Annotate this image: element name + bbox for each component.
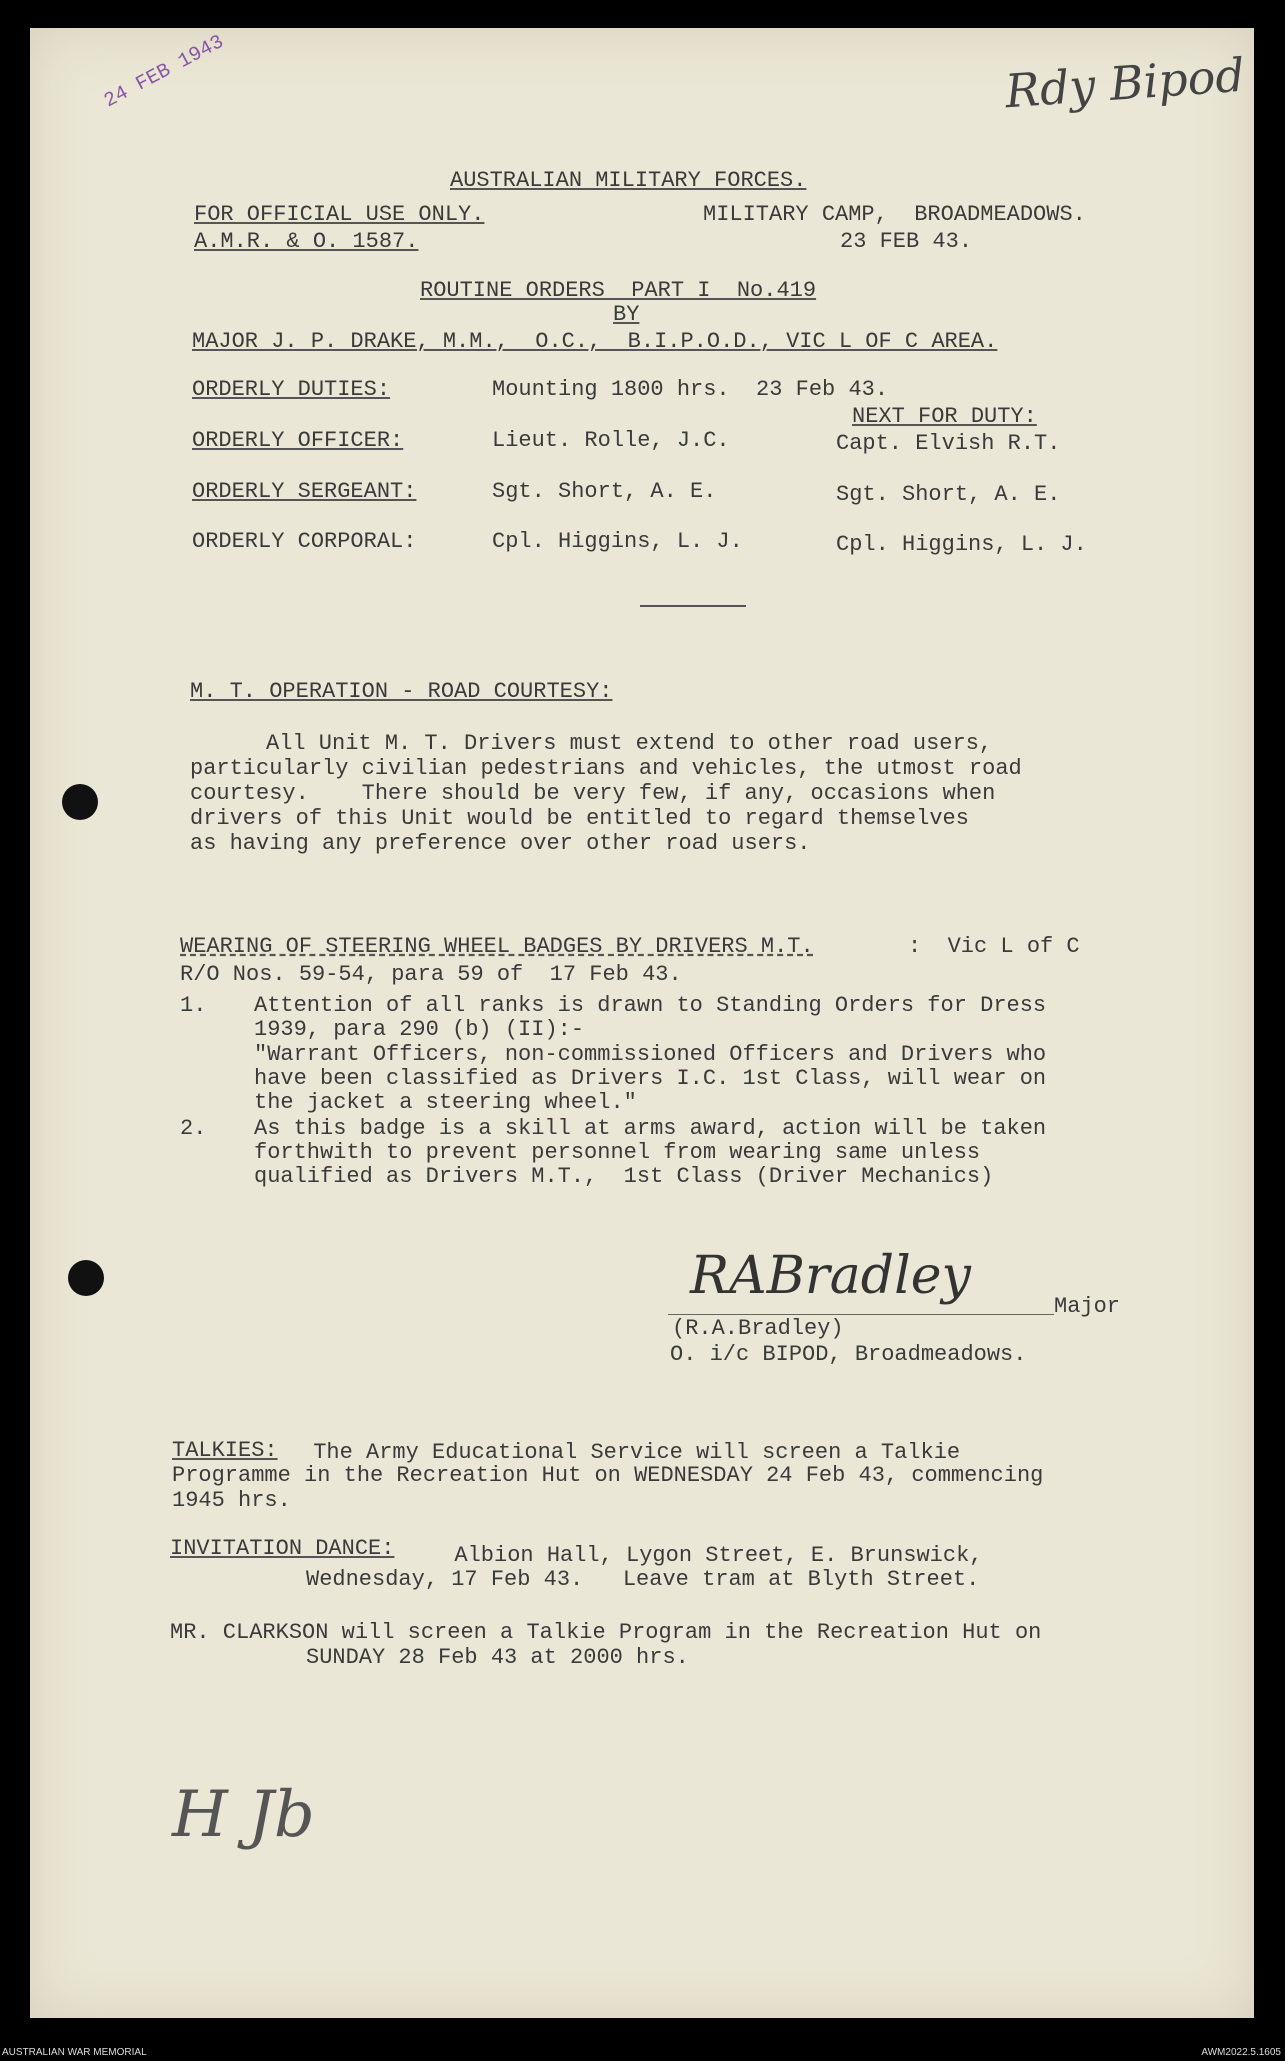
handwritten-corner-note: Rdy Bipod [1003, 47, 1247, 119]
talkies-line: The Army Educational Service will screen a Talkie [300, 1440, 961, 1465]
mt-line: courtesy. There should be very few, if any, occasions when [190, 781, 996, 806]
talkies-label: TALKIES: [172, 1438, 278, 1463]
orderly-sergeant-next: Sgt. Short, A. E. [836, 482, 1061, 507]
date-stamp: 24 FEB 1943 [100, 30, 228, 114]
item-2-number: 2. [180, 1116, 207, 1141]
force-title: AUSTRALIAN MILITARY FORCES. [450, 168, 807, 193]
talkies-line: Programme in the Recreation Hut on WEDNESDAY 24 Feb 43, commencing [172, 1463, 1044, 1488]
orderly-corporal-current: Cpl. Higgins, L. J. [492, 529, 743, 554]
item-1-line: have been classified as Drivers I.C. 1st Class, will wear on [254, 1066, 1047, 1091]
item-1-line: Attention of all ranks is drawn to Standing Orders for Dress [254, 993, 1047, 1018]
item-2-line: forthwith to prevent personnel from wearing same unless [254, 1140, 981, 1165]
archive-credit: AUSTRALIAN WAR MEMORIAL [2, 2047, 147, 2058]
punch-hole-bottom [68, 1260, 104, 1296]
item-1-line: 1939, para 290 (b) (II):- [254, 1017, 585, 1042]
orderly-officer-current: Lieut. Rolle, J.C. [492, 428, 730, 453]
signature-line [668, 1314, 1054, 1315]
next-for-duty-label: NEXT FOR DUTY: [852, 404, 1037, 429]
mt-heading: M. T. OPERATION - ROAD COURTESY: [190, 679, 613, 704]
dance-label: INVITATION DANCE: [170, 1536, 395, 1561]
badges-routine-order-ref: R/O Nos. 59-54, para 59 of 17 Feb 43. [180, 962, 682, 987]
orderly-duties-label: ORDERLY DUTIES: [192, 377, 391, 402]
section-divider [640, 605, 746, 607]
clarkson-line: SUNDAY 28 Feb 43 at 2000 hrs. [306, 1645, 689, 1670]
badges-heading-reference: : Vic L of C [908, 934, 1080, 959]
issuing-officer: MAJOR J. P. DRAKE, M.M., O.C., B.I.P.O.D., VIC L OF C AREA. [192, 329, 998, 354]
badges-heading: WEARING OF STEERING WHEEL BADGES BY DRIVERS M.T. [180, 934, 814, 959]
orderly-duties-value: Mounting 1800 hrs. 23 Feb 43. [492, 377, 889, 402]
order-date: 23 FEB 43. [840, 229, 973, 254]
signatory-name: (R.A.Bradley) [672, 1316, 844, 1341]
mt-line: particularly civilian pedestrians and vehicles, the utmost road [190, 756, 1022, 781]
orderly-corporal-next: Cpl. Higgins, L. J. [836, 532, 1087, 557]
handwritten-initials: H Jb [172, 1778, 315, 1852]
mt-line: drivers of this Unit would be entitled to regard themselves [190, 806, 969, 831]
document-page [30, 28, 1254, 2018]
orderly-officer-next: Capt. Elvish R.T. [836, 431, 1061, 456]
camp-location: MILITARY CAMP, BROADMEADOWS. [703, 202, 1086, 227]
item-1-line: "Warrant Officers, non-commissioned Officers and Drivers who [254, 1042, 1047, 1067]
item-1-line: the jacket a steering wheel." [254, 1090, 637, 1115]
amr-reference: A.M.R. & O. 1587. [194, 229, 419, 254]
orderly-sergeant-label: ORDERLY SERGEANT: [192, 479, 417, 504]
official-use-label: FOR OFFICIAL USE ONLY. [194, 202, 485, 227]
item-1-number: 1. [180, 993, 207, 1018]
signatory-rank: Major [1054, 1294, 1121, 1319]
item-2-line: qualified as Drivers M.T., 1st Class (Driver Mechanics) [254, 1164, 994, 1189]
orderly-corporal-label: ORDERLY CORPORAL: [192, 529, 417, 554]
talkies-line: 1945 hrs. [172, 1488, 291, 1513]
orderly-officer-label: ORDERLY OFFICER: [192, 428, 404, 453]
mt-line: as having any preference over other road users. [190, 831, 811, 856]
signature: RABradley [690, 1246, 971, 1306]
punch-hole-top [62, 784, 98, 820]
dance-line: Albion Hall, Lygon Street, E. Brunswick, [428, 1543, 983, 1568]
archive-reference: AWM2022.5.1605 [1201, 2047, 1281, 2058]
by-label: BY [613, 302, 640, 327]
item-2-line: As this badge is a skill at arms award, action will be taken [254, 1116, 1047, 1141]
dance-line: Wednesday, 17 Feb 43. Leave tram at Blyth Street. [306, 1567, 980, 1592]
clarkson-line: MR. CLARKSON will screen a Talkie Program in the Recreation Hut on [170, 1620, 1042, 1645]
routine-orders-title: ROUTINE ORDERS PART I No.419 [420, 278, 817, 303]
signatory-title: O. i/c BIPOD, Broadmeadows. [670, 1342, 1027, 1367]
orderly-sergeant-current: Sgt. Short, A. E. [492, 479, 717, 504]
mt-line: All Unit M. T. Drivers must extend to other road users, [266, 731, 993, 756]
